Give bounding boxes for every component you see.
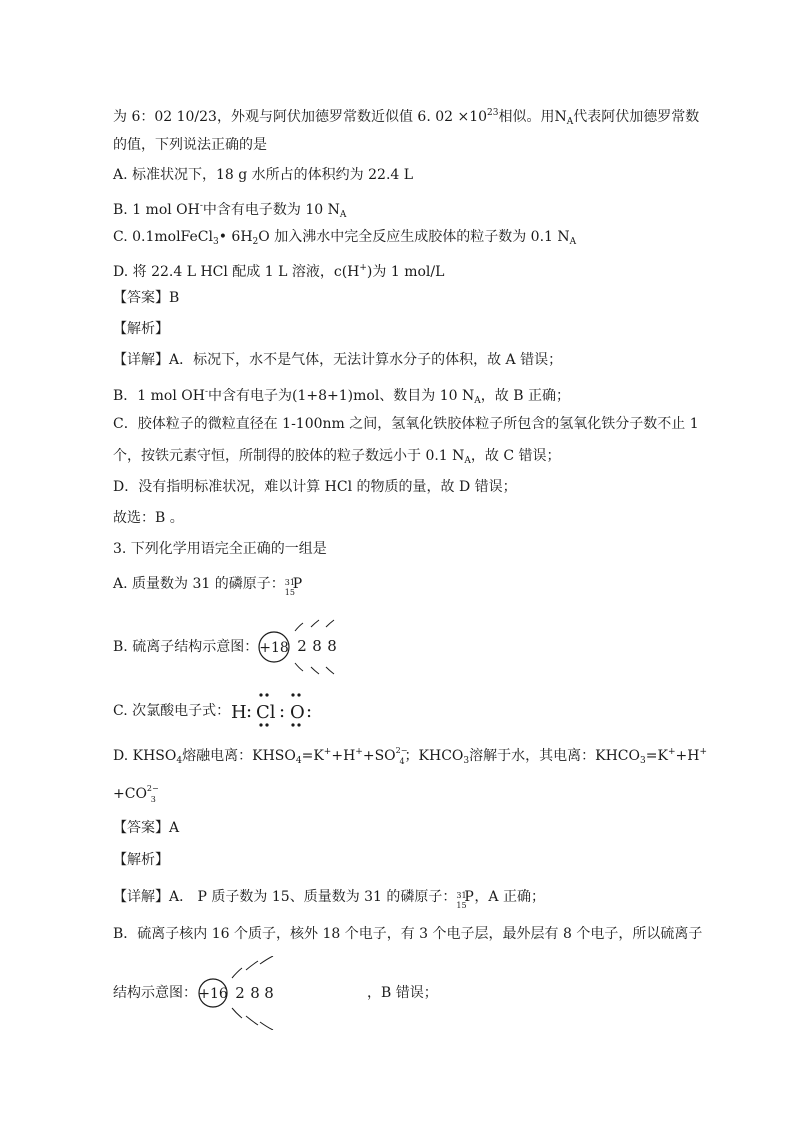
shared-pair-cl-o: : [279,701,286,722]
nucleus-charge: +18 [259,640,289,656]
chlorine-symbol: Cl [256,702,276,723]
q2-stem-line-1: 为 6：02 10/23，外观与阿伏加德罗常数近似值 6. $02 \times 10^{23}$相似。用$N_A$代表阿伏加德罗常数 [113,108,700,127]
q3-answer: 【答案】A [113,820,180,836]
q3-option-a: A. 质量数为 31 的磷原子： 31 15 P [113,576,303,597]
q2-answer: 【答案】B [113,290,180,306]
hypochlorous-acid-electron-formula [229,690,329,730]
shell-count-2: 8 [312,637,322,655]
carbonate-ion-charge: $^{2-}_3$ [146,784,159,804]
q2-detail-a: 【详解】A．标况下，水不是气体，无法计算水分子的体积，故 A 错误； [113,352,563,368]
q3-option-d-2: $+CO^{2-}_3$ [113,784,159,804]
q3-detail-a: 【详解】A． P 质子数为 15、质量数为 31 的磷原子： 31 15 P ，A 正确； [113,889,545,910]
q3-option-d-1: D. $KHSO_4$熔融电离：$KHSO_4=K^++H^++SO^{2-}_4$；$KHCO_3$溶解于水，其电离：$KHCO_3=K^++H^+$ [113,746,707,766]
q2-detail-b: B．1 mol OH-中含有电子为(1+8+1)mol、数目为 10 $N_A$，故 B 正确； [113,387,570,406]
oxygen-symbol: O [290,702,305,723]
sulfate-ion-charge: $^{2-}_4$ [395,746,408,766]
q2-option-b: B. 1 mol OH-中含有电子数为 10 $N_A$ [113,201,347,220]
q3-stem: 3. 下列化学用语完全正确的一组是 [113,541,327,557]
lone-pair-o-right: : [306,701,313,722]
q2-detail-d: D．没有指明标准状况，难以计算 HCl 的物质的量，故 D 错误； [113,479,517,495]
hydrogen-symbol: H [231,702,247,723]
nucleus-charge-answer: +16 [198,986,228,1002]
q3-analysis-heading: 【解析】 [113,852,169,868]
shared-pair-h-cl: : [246,701,253,722]
q3-option-b: B. 硫离子结构示意图： [113,639,259,655]
q2-stem-line-2: 的值，下列说法正确的是 [113,137,267,153]
phosphorus-nuclide: 31 15 P [284,576,303,597]
q2-option-c: C. 0.1molFeCl$_3$• $6H_2O$ 加入沸水中完全反应生成胶体的粒子数为 0.1 $N_A$ [113,229,577,247]
shell-count-3-answer: 8 [264,984,274,1002]
q2-option-d: D. 将 22.4 L HCl 配成 1 L 溶液，c(H+)为 1 mol/L [113,263,445,280]
shell-count-1-answer: 2 [235,984,245,1002]
sulfide-ion-diagram-answer [196,956,286,1030]
q2-analysis-heading: 【解析】 [113,321,169,337]
shell-count-3: 8 [327,637,337,655]
phosphorus-nuclide-answer: 31 15 P [456,889,474,910]
shell-count-2-answer: 8 [250,984,260,1002]
q2-detail-c-2: 个，按铁元素守恒，所制得的胶体的粒子数远小于 0.1 $N_A$，故 C 错误； [113,448,561,466]
q2-detail-c-1: C．胶体粒子的微粒直径在 1-100nm 之间，氢氧化铁胶体粒子所包含的氢氧化铁分子数不止 1 [113,416,699,432]
q3-detail-b-2: 结构示意图： ，B 错误； [113,985,438,1001]
q3-option-c: C. 次氯酸电子式： [113,703,231,719]
q2-conclusion: 故选：B 。 [113,510,184,526]
q3-detail-b-1: B．硫离子核内 16 个质子，核外 18 个电子，有 3 个电子层，最外层有 8 个电子，所以硫离子 [113,926,703,942]
q2-option-a: A. 标准状况下，18 g 水所占的体积约为 22.4 L [113,167,414,183]
shell-count-1: 2 [297,637,307,655]
sulfide-ion-diagram-option-b [255,617,355,677]
